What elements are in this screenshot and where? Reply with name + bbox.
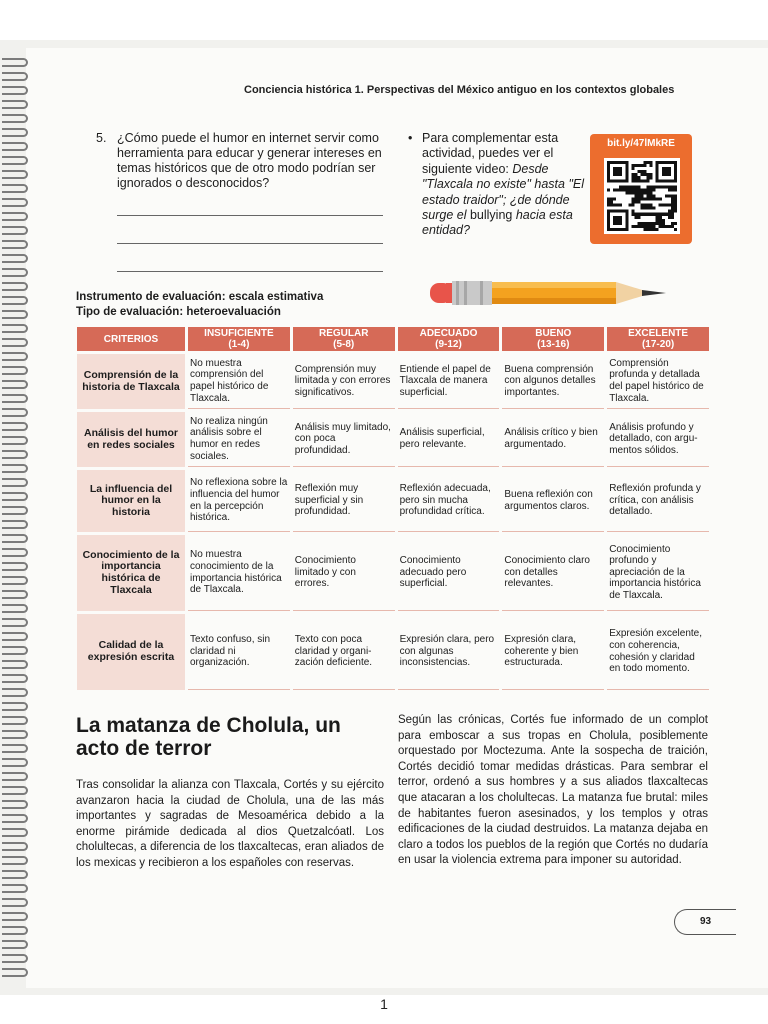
cell-insuficiente: No muestra conocimiento de la importancia histórica de Tlaxcala. [188, 535, 290, 611]
cell-bueno: Expresión clara, coherente y bien estructurada. [502, 614, 604, 690]
qr-link[interactable]: bit.ly/47lMkRE [607, 138, 675, 149]
spiral-coil [2, 618, 28, 627]
criterion-cell: Calidad de la expresión escrita [77, 614, 185, 690]
spiral-coil [2, 142, 28, 151]
video-title-end: hacia esta entidad? [422, 208, 573, 238]
qr-code-icon [604, 158, 680, 234]
header-label: BUENO [535, 328, 572, 339]
spiral-coil [2, 548, 28, 557]
cell-adecuado: Conocimiento adecuado pero superficial. [398, 535, 500, 611]
cell-insuficiente: No reflexiona sobre la influencia del humor en la percepción histórica. [188, 470, 290, 532]
cell-bueno: Buena reflexión con argumentos claros. [502, 470, 604, 532]
spiral-coil [2, 212, 28, 221]
criterion-cell: Comprensión de la historia de Tlaxcala [77, 354, 185, 409]
spiral-coil [2, 730, 28, 739]
running-header: Conciencia histórica 1. Perspectivas del México antiguo en los contextos globales [244, 84, 675, 96]
header-excelente [607, 327, 709, 351]
table-row [77, 535, 709, 611]
spiral-coil [2, 506, 28, 515]
section-title: La matanza de Cholula, un acto de terror [76, 714, 341, 760]
evaluation-type: Tipo de evaluación: heteroevaluación [76, 306, 281, 318]
spiral-coil [2, 268, 28, 277]
spiral-coil [2, 184, 28, 193]
cell-regular: Conocimiento limitado y con errores. [293, 535, 395, 611]
cell-bueno: Buena comprensión con algunos detalles importantes. [502, 354, 604, 409]
spiral-coil [2, 198, 28, 207]
spiral-coil [2, 534, 28, 543]
spiral-coil [2, 716, 28, 725]
spiral-coil [2, 156, 28, 165]
cell-regular: Texto con poca claridad y organización deficiente. [293, 614, 395, 690]
spiral-coil [2, 394, 28, 403]
cell-insuficiente: No realiza ningún análisis sobre el humor en redes sociales. [188, 412, 290, 467]
spiral-coil [2, 800, 28, 809]
header-range: (1-4) [228, 339, 250, 350]
criterion-cell: Análisis del humor en redes sociales [77, 412, 185, 467]
spiral-coil [2, 338, 28, 347]
spiral-coil [2, 632, 28, 641]
evaluation-info [76, 290, 436, 320]
spiral-coil [2, 870, 28, 879]
spiral-coil [2, 576, 28, 585]
spiral-coil [2, 520, 28, 529]
spiral-coil [2, 856, 28, 865]
cell-excelente: Conocimiento profundo y apreciación de la importancia histórica de Tlaxcala. [607, 535, 709, 611]
header-regular [293, 327, 395, 351]
spiral-coil [2, 828, 28, 837]
spiral-coil [2, 912, 28, 921]
spiral-coil [2, 170, 28, 179]
spiral-coil [2, 464, 28, 473]
spiral-coil [2, 86, 28, 95]
table-row [77, 412, 709, 467]
suggestion-intro: Para complementar esta actividad, puedes ver el siguiente video: [422, 131, 559, 176]
cell-excelente: Expresión excelente, con coherencia, cohesión y claridad en todo momento. [607, 614, 709, 690]
spiral-coil [2, 114, 28, 123]
header-label: ADECUADO [419, 328, 478, 339]
header-criterios: CRITERIOS [77, 327, 185, 351]
header-adecuado [398, 327, 500, 351]
header-range: (5-8) [333, 339, 355, 350]
cell-adecuado: Reflexión adecuada, pero sin mucha profundidad crítica. [398, 470, 500, 532]
cell-excelente: Comprensión profunda y detallada del papel histórico de Tlaxcala. [607, 354, 709, 409]
header-range: (9-12) [435, 339, 462, 350]
cell-insuficiente: Texto confuso, sin claridad ni organización. [188, 614, 290, 690]
cell-adecuado: Análisis superficial, pero relevante. [398, 412, 500, 467]
spiral-coil [2, 842, 28, 851]
spiral-coil [2, 702, 28, 711]
spiral-coil [2, 324, 28, 333]
header-range: (13-16) [537, 339, 570, 350]
spiral-coil [2, 72, 28, 81]
spiral-coil [2, 128, 28, 137]
spiral-coil [2, 352, 28, 361]
spiral-coil [2, 604, 28, 613]
question-number: 5. [96, 131, 107, 145]
spiral-coil [2, 646, 28, 655]
answer-line[interactable] [117, 215, 383, 216]
cell-insuficiente: No muestra comprensión del papel histórico de Tlaxcala. [188, 354, 290, 409]
spiral-coil [2, 744, 28, 753]
spiral-coil [2, 562, 28, 571]
spiral-coil [2, 758, 28, 767]
spiral-coil [2, 226, 28, 235]
video-suggestion-text [422, 131, 588, 239]
spiral-coil [2, 786, 28, 795]
cell-bueno: Análisis crítico y bien argumentado. [502, 412, 604, 467]
paragraph-left: Tras consolidar la alianza con Tlaxcala, Cortés y su ejército avanzaron hacia la ciudad de Cholula, una de las más importantes y sagradas de Mesoamérica debido a la enorme pirámide dedicada al dios Quetzalcóatl. Los cholultecas, a diferencia de los tlaxcaltecas, eran aliados de los mexicas y recibieron a los españoles con reservas. [76, 779, 384, 869]
cell-adecuado: Entiende el papel de Tlaxcala de manera superficial. [398, 354, 500, 409]
bullet-marker: • [408, 131, 413, 145]
spiral-coil [2, 58, 28, 67]
table-row [77, 470, 709, 532]
header-label: INSUFICIENTE [204, 328, 274, 339]
header-label: REGULAR [318, 328, 369, 339]
spiral-coil [2, 968, 28, 977]
spiral-coil [2, 380, 28, 389]
spiral-coil [2, 282, 28, 291]
spiral-coil [2, 674, 28, 683]
spiral-coil [2, 940, 28, 949]
spiral-coil [2, 898, 28, 907]
page-number: 93 [674, 909, 736, 935]
cell-bueno: Conocimiento claro con detalles relevantes. [502, 535, 604, 611]
answer-line[interactable] [117, 243, 383, 244]
spiral-coil [2, 366, 28, 375]
suggestion-word: bullying [466, 208, 516, 223]
spiral-coil [2, 436, 28, 445]
criterion-cell: La influencia del humor en la historia [77, 470, 185, 532]
table-row [77, 354, 709, 409]
table-row [77, 614, 709, 690]
cell-regular: Reflexión muy superficial y sin profundidad. [293, 470, 395, 532]
evaluation-instrument: Instrumento de evaluación: escala estimativa [76, 291, 324, 303]
header-bueno [502, 327, 604, 351]
spiral-coil [2, 492, 28, 501]
cell-regular: Comprensión muy limitada y con errores significativos. [293, 354, 395, 409]
footer-page-index: 1 [380, 996, 388, 1012]
cell-excelente: Reflexión profunda y crítica, con análisis detallado. [607, 470, 709, 532]
spiral-coil [2, 954, 28, 963]
spiral-coil [2, 254, 28, 263]
spiral-coil [2, 814, 28, 823]
cell-regular: Análisis muy limitado, con poca profundidad. [293, 412, 395, 467]
header-insuficiente [188, 327, 290, 351]
spiral-coil [2, 884, 28, 893]
spiral-coil [2, 688, 28, 697]
spiral-coil [2, 100, 28, 109]
cell-adecuado: Expresión clara, pero con algunas inconsistencias. [398, 614, 500, 690]
spiral-coil [2, 926, 28, 935]
spiral-coil [2, 772, 28, 781]
video-suggestion [408, 131, 588, 239]
header-range: (17-20) [641, 339, 675, 350]
answer-line[interactable] [117, 271, 383, 272]
spiral-coil [2, 478, 28, 487]
spiral-coil [2, 450, 28, 459]
spiral-coil [2, 296, 28, 305]
spiral-coil [2, 660, 28, 669]
spiral-coil [2, 310, 28, 319]
rubric-header-row [77, 327, 709, 351]
qr-card[interactable] [590, 134, 692, 244]
paragraph-right: Según las crónicas, Cortés fue informado de un complot para emboscar a sus tropas en Cholula, posiblemente orquestado por Moctezuma. Ante la sospecha de traición, Cortés decidió tomar medidas drásticas. Para sembrar el terror, ordenó a sus hombres y a sus aliados tlaxcaltecas que atacaran a los cholultecas. La matanza fue brutal: miles de habitantes fueron asesinados, y los templos y otras edificaciones de la ciudad destruidos. La matanza dejaba en claro a todos los pueblos de la región que Cortés no dudaría en usar la violencia extrema para imponer su autoridad. [398, 714, 708, 867]
spiral-coil [2, 240, 28, 249]
cell-excelente: Análisis profundo y detallado, con argumentos sólidos. [607, 412, 709, 467]
spiral-coil [2, 422, 28, 431]
spiral-coil [2, 590, 28, 599]
spiral-binding-icon [0, 48, 36, 988]
pencil-icon [428, 274, 670, 316]
video-title: Desde "Tlaxcala no existe" hasta "El estado traidor"; ¿de dónde surge el [422, 161, 584, 223]
question-5 [96, 131, 391, 191]
question-text: ¿Cómo puede el humor en internet servir como herramienta para educar y generar intereses en temas históricos que de otro modo podrían ser ignorados o desconocidos? [117, 131, 382, 190]
criterion-cell: Conocimiento de la importancia histórica de Tlaxcala [77, 535, 185, 611]
rubric-table [74, 324, 712, 693]
header-label: EXCELENTE [628, 328, 689, 339]
spiral-coil [2, 408, 28, 417]
